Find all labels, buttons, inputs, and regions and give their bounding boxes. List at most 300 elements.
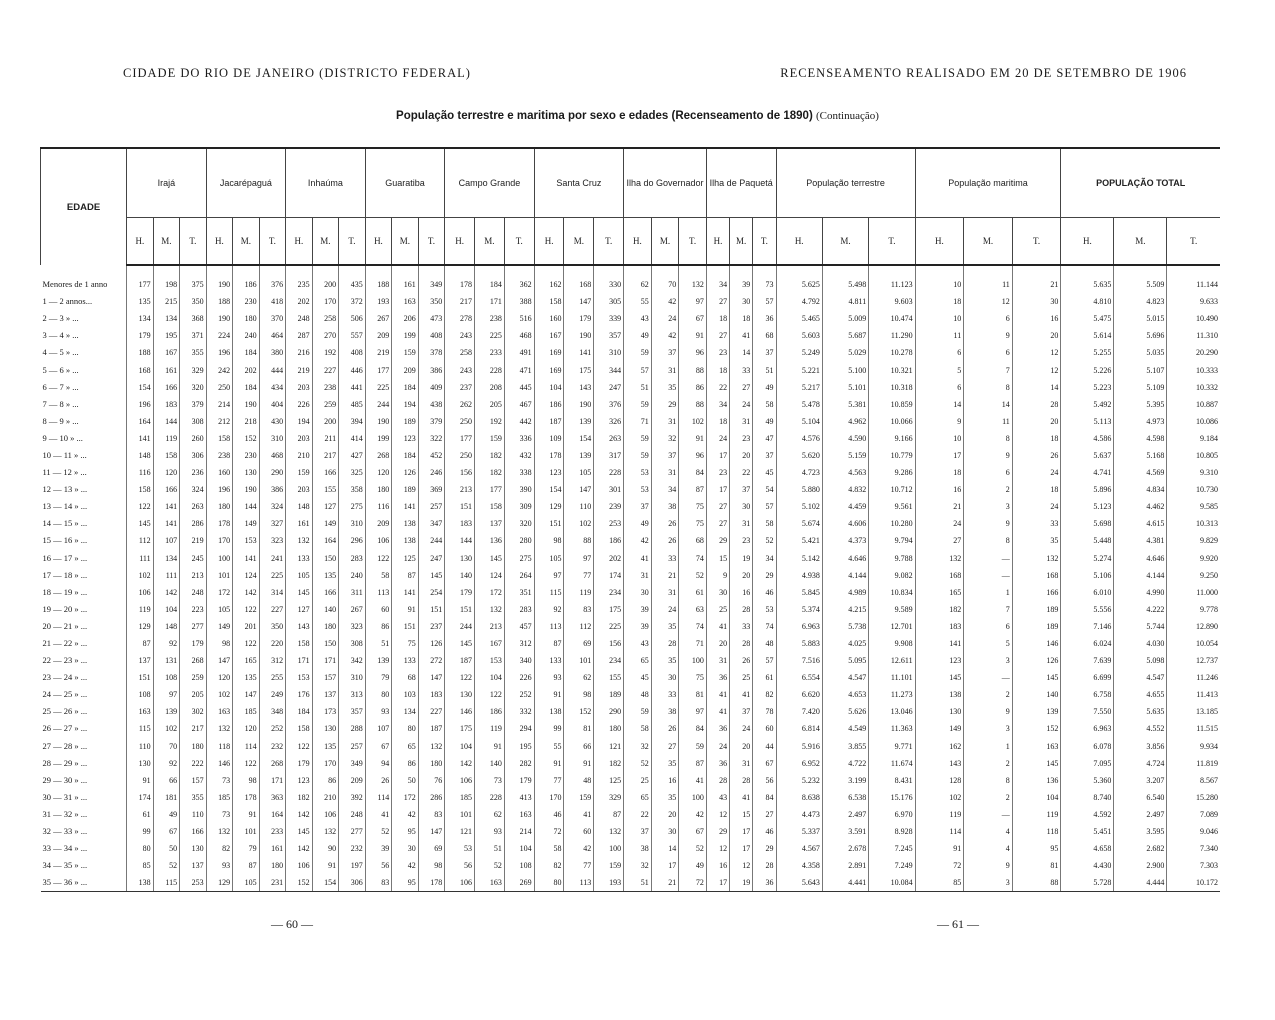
cell-value: 3 <box>964 720 1013 737</box>
sub-header: M. <box>564 218 594 266</box>
cell-value: 380 <box>259 344 286 361</box>
sub-header: H. <box>445 218 475 266</box>
cell-value: 286 <box>418 789 445 806</box>
cell-value: 10.474 <box>869 310 915 327</box>
cell-value: 23 <box>730 430 753 447</box>
cell-value: 394 <box>339 413 366 430</box>
cell-value: 145 <box>475 550 505 567</box>
cell-value: 27 <box>706 498 729 515</box>
table-row <box>41 738 1221 755</box>
cell-value: 5.845 <box>776 584 822 601</box>
cell-value: 9.771 <box>869 738 915 755</box>
cell-value: 185 <box>445 789 475 806</box>
cell-value: 9.184 <box>1167 430 1220 447</box>
cell-value: 244 <box>418 532 445 549</box>
cell-value: 158 <box>286 635 313 652</box>
cell-value: 177 <box>127 265 154 293</box>
cell-value: 59 <box>624 344 652 361</box>
cell-value: 161 <box>286 515 313 532</box>
cell-value: 368 <box>180 310 207 327</box>
sub-header: M. <box>392 218 419 266</box>
cell-value: 5.451 <box>1061 823 1114 840</box>
cell-value: 102 <box>679 413 707 430</box>
cell-value: 210 <box>312 789 339 806</box>
cell-value: 10.278 <box>869 344 915 361</box>
cell-value: 189 <box>392 481 419 498</box>
sub-header: M. <box>312 218 339 266</box>
cell-value: 187 <box>534 413 564 430</box>
cell-value: 280 <box>504 532 534 549</box>
cell-value: 338 <box>504 464 534 481</box>
cell-value: 187 <box>418 720 445 737</box>
cell-value: 260 <box>180 430 207 447</box>
sub-header: H. <box>776 218 822 266</box>
cell-value: 355 <box>180 789 207 806</box>
cell-value: 5.360 <box>1061 772 1114 789</box>
cell-value: 355 <box>180 344 207 361</box>
cell-value: 54 <box>753 481 776 498</box>
cell-value: 55 <box>534 738 564 755</box>
cell-value: 37 <box>730 703 753 720</box>
cell-value: 190 <box>365 413 392 430</box>
cell-value: 9.561 <box>869 498 915 515</box>
group-header: Ilha do Governador <box>624 148 707 218</box>
cell-value: 20 <box>651 806 679 823</box>
table-row <box>41 515 1221 532</box>
cell-value: 122 <box>475 686 505 703</box>
cell-value: 310 <box>594 344 624 361</box>
cell-value: 35 <box>651 379 679 396</box>
cell-value: 5.168 <box>1114 447 1167 464</box>
cell-value: 52 <box>365 823 392 840</box>
cell-value: 118 <box>206 738 233 755</box>
cell-value: 218 <box>233 413 260 430</box>
cell-value: 3.207 <box>1114 772 1167 789</box>
cell-value: 231 <box>259 874 286 892</box>
cell-value: 8.740 <box>1061 789 1114 806</box>
cell-value: 5.395 <box>1114 396 1167 413</box>
cell-value: 88 <box>1012 874 1061 892</box>
cell-value: 200 <box>312 413 339 430</box>
sub-header: T. <box>679 218 707 266</box>
cell-value: 123 <box>915 652 964 669</box>
cell-value: 180 <box>418 755 445 772</box>
cell-value: 18 <box>730 310 753 327</box>
cell-value: 142 <box>286 840 313 857</box>
cell-value: 58 <box>753 396 776 413</box>
cell-value: 4.615 <box>1114 515 1167 532</box>
cell-value: 5.104 <box>776 413 822 430</box>
cell-value: 121 <box>445 823 475 840</box>
cell-value: 432 <box>504 447 534 464</box>
cell-value: 10.712 <box>869 481 915 498</box>
cell-value: 61 <box>127 806 154 823</box>
cell-value: 213 <box>445 481 475 498</box>
cell-value: 3.595 <box>1114 823 1167 840</box>
cell-value: 174 <box>594 567 624 584</box>
cell-value: 378 <box>418 344 445 361</box>
cell-value: 4.373 <box>822 532 868 549</box>
cell-value: 329 <box>594 789 624 806</box>
cell-value: 9.166 <box>869 430 915 447</box>
cell-value: 77 <box>564 567 594 584</box>
cell-value: 106 <box>127 584 154 601</box>
cell-value: 110 <box>127 738 154 755</box>
age-label: 19 — 20 » ... <box>42 603 88 614</box>
cell-value: 164 <box>259 806 286 823</box>
cell-value: 42 <box>651 327 679 344</box>
cell-value: 114 <box>915 823 964 840</box>
cell-value: 182 <box>594 755 624 772</box>
cell-value: 26 <box>651 515 679 532</box>
cell-value: 126 <box>418 635 445 652</box>
cell-value: 11 <box>964 265 1013 293</box>
cell-value: 125 <box>594 772 624 789</box>
cell-value: 376 <box>259 265 286 293</box>
cell-value: 275 <box>504 550 534 567</box>
cell-value: 435 <box>339 265 366 293</box>
cell-value: 119 <box>564 584 594 601</box>
cell-value: 5.374 <box>776 601 822 618</box>
cell-value: 31 <box>651 464 679 481</box>
cell-value: 180 <box>365 481 392 498</box>
cell-value: 156 <box>445 464 475 481</box>
cell-value: 134 <box>153 550 180 567</box>
cell-value: 104 <box>504 840 534 857</box>
cell-value: 98 <box>564 686 594 703</box>
cell-value: 67 <box>153 823 180 840</box>
cell-value: 163 <box>475 874 505 892</box>
cell-value: 168 <box>564 265 594 293</box>
group-header: POPULAÇÃO TOTAL <box>1061 148 1220 218</box>
cell-value: 8.567 <box>1167 772 1220 789</box>
cell-value: 159 <box>286 464 313 481</box>
cell-value: 184 <box>233 344 260 361</box>
cell-value: 47 <box>753 430 776 447</box>
cell-value: 9 <box>706 567 729 584</box>
cell-value: 210 <box>286 447 313 464</box>
cell-value: 138 <box>915 686 964 703</box>
cell-value: 310 <box>339 515 366 532</box>
cell-value: 190 <box>206 310 233 327</box>
cell-value: 183 <box>418 686 445 703</box>
age-label: 1 — 2 annos... <box>42 296 93 307</box>
cell-value: 5.556 <box>1061 601 1114 618</box>
cell-value: 320 <box>180 379 207 396</box>
cell-value: 238 <box>312 379 339 396</box>
cell-value: 70 <box>651 265 679 293</box>
cell-value: 60 <box>564 823 594 840</box>
cell-value: 33 <box>651 686 679 703</box>
cell-value: 50 <box>392 772 419 789</box>
cell-value: 216 <box>286 344 313 361</box>
cell-value: 46 <box>534 806 564 823</box>
cell-value: 414 <box>339 430 366 447</box>
cell-value: 308 <box>339 635 366 652</box>
cell-value: 10.172 <box>1167 874 1220 892</box>
cell-value: 177 <box>365 361 392 378</box>
cell-value: 255 <box>259 669 286 686</box>
cell-value: 11.246 <box>1167 669 1220 686</box>
cell-value: 68 <box>392 669 419 686</box>
cell-value: 259 <box>180 669 207 686</box>
cell-value: 87 <box>233 857 260 874</box>
cell-value: 133 <box>286 550 313 567</box>
cell-value: 113 <box>365 584 392 601</box>
cell-value: 146 <box>206 755 233 772</box>
cell-value: 24 <box>915 515 964 532</box>
cell-value: 41 <box>564 806 594 823</box>
cell-value: 27 <box>706 515 729 532</box>
cell-value: 5.102 <box>776 498 822 515</box>
cell-value: 81 <box>564 720 594 737</box>
cell-value: 155 <box>594 669 624 686</box>
cell-value: 12 <box>1012 344 1061 361</box>
cell-value: 178 <box>445 265 475 293</box>
cell-value: 34 <box>753 550 776 567</box>
cell-value: 238 <box>206 447 233 464</box>
cell-value: 2.497 <box>822 806 868 823</box>
cell-value: 340 <box>504 652 534 669</box>
cell-value: 5.728 <box>1061 874 1114 892</box>
cell-value: 120 <box>206 669 233 686</box>
age-label: 18 — 19 » ... <box>42 586 88 597</box>
cell-value: 18 <box>706 310 729 327</box>
cell-value: 110 <box>564 498 594 515</box>
cell-value: 5.635 <box>1061 265 1114 293</box>
cell-value: 174 <box>127 789 154 806</box>
cell-value: 10.730 <box>1167 481 1220 498</box>
table-row <box>41 652 1221 669</box>
cell-value: 13.185 <box>1167 703 1220 720</box>
cell-value: 122 <box>286 738 313 755</box>
cell-value: 34 <box>706 396 729 413</box>
cell-value: 195 <box>153 327 180 344</box>
cell-value: 4.646 <box>822 550 868 567</box>
cell-value: 134 <box>127 310 154 327</box>
table-row <box>41 550 1221 567</box>
cell-value: 86 <box>392 755 419 772</box>
cell-value: 351 <box>504 584 534 601</box>
cell-value: 8 <box>964 532 1013 549</box>
cell-value: 491 <box>504 344 534 361</box>
cell-value: 248 <box>180 584 207 601</box>
cell-value: 57 <box>624 361 652 378</box>
cell-value: 52 <box>753 532 776 549</box>
table-row <box>41 447 1221 464</box>
cell-value: 139 <box>365 652 392 669</box>
cell-value: 24 <box>730 720 753 737</box>
cell-value: 74 <box>679 618 707 635</box>
cell-value: 336 <box>504 430 534 447</box>
cell-value: — <box>964 806 1013 823</box>
cell-value: 9.920 <box>1167 550 1220 567</box>
cell-value: 5.274 <box>1061 550 1114 567</box>
cell-value: 6.620 <box>776 686 822 703</box>
cell-value: 176 <box>286 686 313 703</box>
cell-value: 8 <box>964 379 1013 396</box>
cell-value: 27 <box>706 293 729 310</box>
cell-value: 392 <box>339 789 366 806</box>
cell-value: 234 <box>594 584 624 601</box>
cell-value: 16 <box>706 857 729 874</box>
cell-value: 179 <box>127 327 154 344</box>
cell-value: 68 <box>679 532 707 549</box>
cell-value: 253 <box>180 874 207 892</box>
cell-value: 311 <box>339 584 366 601</box>
cell-value: 4.655 <box>1114 686 1167 703</box>
cell-value: 37 <box>651 447 679 464</box>
cell-value: 290 <box>594 703 624 720</box>
sub-header: H. <box>1061 218 1114 266</box>
cell-value: 4.973 <box>1114 413 1167 430</box>
cell-value: 88 <box>679 361 707 378</box>
cell-value: 238 <box>475 310 505 327</box>
cell-value: 75 <box>679 669 707 686</box>
cell-value: 16 <box>651 772 679 789</box>
cell-value: 26 <box>365 772 392 789</box>
age-label: 25 — 26 » ... <box>42 706 88 717</box>
cell-value: 39 <box>624 618 652 635</box>
cell-value: 201 <box>233 618 260 635</box>
cell-value: 2 <box>964 686 1013 703</box>
cell-value: 166 <box>312 464 339 481</box>
cell-value: 178 <box>418 874 445 892</box>
cell-value: 86 <box>679 379 707 396</box>
cell-value: 12 <box>964 293 1013 310</box>
cell-value: 7.303 <box>1167 857 1220 874</box>
cell-value: 445 <box>504 379 534 396</box>
cell-value: 349 <box>339 755 366 772</box>
cell-value: 408 <box>418 327 445 344</box>
cell-value: 24 <box>706 738 729 755</box>
table-row <box>41 396 1221 413</box>
sub-header: H. <box>534 218 564 266</box>
cell-value: 10 <box>915 310 964 327</box>
cell-value: 154 <box>312 874 339 892</box>
cell-value: 257 <box>339 738 366 755</box>
cell-value: 332 <box>504 703 534 720</box>
cell-value: 6.758 <box>1061 686 1114 703</box>
cell-value: 362 <box>504 265 534 293</box>
cell-value: 113 <box>534 618 564 635</box>
cell-value: 183 <box>153 396 180 413</box>
cell-value: 73 <box>475 772 505 789</box>
cell-value: 219 <box>365 344 392 361</box>
cell-value: 33 <box>1012 515 1061 532</box>
cell-value: 26 <box>1012 447 1061 464</box>
cell-value: 70 <box>153 738 180 755</box>
cell-value: 5.465 <box>776 310 822 327</box>
cell-value: 17 <box>651 857 679 874</box>
cell-value: 82 <box>534 857 564 874</box>
age-label: 34 — 35 » ... <box>42 860 88 871</box>
cell-value: 58 <box>365 567 392 584</box>
cell-value: 205 <box>180 686 207 703</box>
cell-value: 118 <box>1012 823 1061 840</box>
group-header: Campo Grande <box>445 148 534 218</box>
cell-value: 105 <box>286 567 313 584</box>
cell-value: 233 <box>259 823 286 840</box>
population-table <box>40 147 1220 892</box>
cell-value: 97 <box>564 550 594 567</box>
cell-value: 9.633 <box>1167 293 1220 310</box>
cell-value: 248 <box>286 310 313 327</box>
cell-value: 171 <box>286 652 313 669</box>
cell-value: 24 <box>706 430 729 447</box>
cell-value: 220 <box>259 635 286 652</box>
cell-value: 130 <box>445 686 475 703</box>
cell-value: 167 <box>534 327 564 344</box>
cell-value: 4.215 <box>822 601 868 618</box>
cell-value: 143 <box>564 379 594 396</box>
cell-value: 4.962 <box>822 413 868 430</box>
cell-value: 82 <box>206 840 233 857</box>
table-row <box>41 840 1221 857</box>
cell-value: 119 <box>1012 806 1061 823</box>
cell-value: 7.550 <box>1061 703 1114 720</box>
cell-value: 137 <box>312 686 339 703</box>
cell-value: 17 <box>730 823 753 840</box>
cell-value: 169 <box>534 344 564 361</box>
cell-value: 25 <box>730 669 753 686</box>
cell-value: 83 <box>365 874 392 892</box>
cell-value: 189 <box>1012 618 1061 635</box>
cell-value: 217 <box>312 447 339 464</box>
cell-value: 41 <box>730 327 753 344</box>
cell-value: 147 <box>418 823 445 840</box>
cell-value: 110 <box>180 806 207 823</box>
cell-value: 371 <box>180 327 207 344</box>
cell-value: 379 <box>180 396 207 413</box>
age-label: 10 — 11 » ... <box>42 449 87 460</box>
cell-value: 471 <box>504 361 534 378</box>
cell-value: 186 <box>534 396 564 413</box>
cell-value: 4.144 <box>1114 567 1167 584</box>
cell-value: 5.142 <box>776 550 822 567</box>
cell-value: 4.552 <box>1114 720 1167 737</box>
age-label: 26 — 27 » ... <box>42 723 88 734</box>
cell-value: 485 <box>339 396 366 413</box>
cell-value: 4.598 <box>1114 430 1167 447</box>
cell-value: 135 <box>312 567 339 584</box>
cell-value: 158 <box>286 720 313 737</box>
sub-header: H. <box>706 218 729 266</box>
cell-value: 31 <box>730 413 753 430</box>
cell-value: 5 <box>964 635 1013 652</box>
cell-value: 24 <box>651 601 679 618</box>
cell-value: 5.249 <box>776 344 822 361</box>
cell-value: 5.603 <box>776 327 822 344</box>
cell-value: 129 <box>206 874 233 892</box>
cell-value: 15.280 <box>1167 789 1220 806</box>
age-label: 3 — 4 » ... <box>42 330 79 341</box>
cell-value: 19 <box>730 550 753 567</box>
cell-value: 12.737 <box>1167 652 1220 669</box>
cell-value: 200 <box>312 265 339 293</box>
cell-value: 180 <box>233 310 260 327</box>
age-label: 9 — 10 » ... <box>42 432 83 443</box>
cell-value: 108 <box>127 686 154 703</box>
cell-value: 4.025 <box>822 635 868 652</box>
age-label: 33 — 34 » ... <box>42 843 88 854</box>
cell-value: 103 <box>392 686 419 703</box>
cell-value: 157 <box>312 669 339 686</box>
cell-value: 4.222 <box>1114 601 1167 618</box>
cell-value: 12 <box>730 857 753 874</box>
cell-value: 189 <box>1012 601 1061 618</box>
cell-value: 2 <box>964 755 1013 772</box>
